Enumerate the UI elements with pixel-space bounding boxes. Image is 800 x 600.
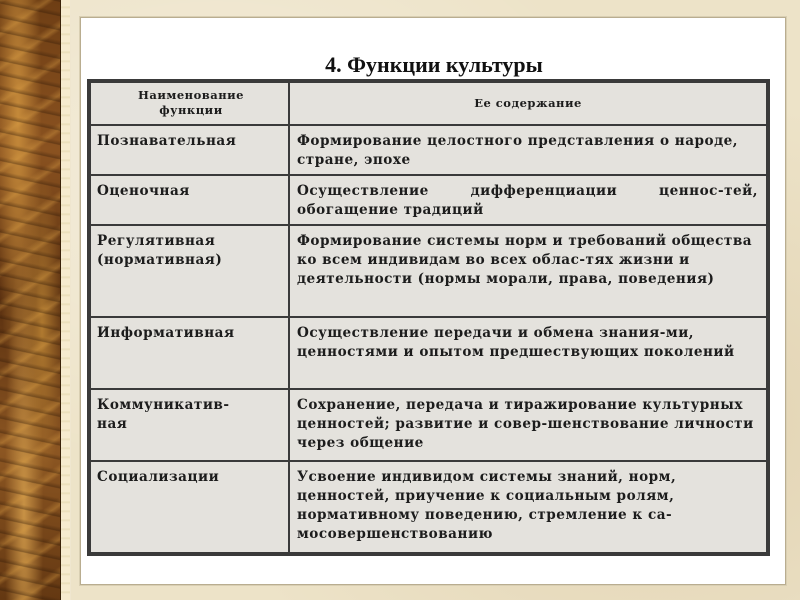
function-content: Формирование целостного представления о народе, стране, эпохе	[289, 125, 767, 175]
function-name: Социализации	[90, 461, 289, 553]
function-content: Осуществление дифференциации ценнос-тей, обогащение традиций	[289, 175, 767, 225]
header-content: Ее содержание	[289, 82, 767, 125]
function-name: Коммуникатив-ная	[90, 389, 289, 461]
header-function-name-text: Наименование функции	[138, 88, 244, 117]
table-header-row	[90, 82, 767, 125]
slide-title: 4. Функции культуры	[325, 52, 543, 77]
function-name: Регулятивная (нормативная)	[90, 225, 289, 317]
function-name: Информативная	[90, 317, 289, 389]
functions-table	[87, 79, 770, 556]
function-name: Оценочная	[90, 175, 289, 225]
table-row	[90, 461, 767, 553]
table-row	[90, 225, 767, 317]
function-content: Усвоение индивидом системы знаний, норм, ценностей, приучение к социальным ролям, нормативному поведению, стремление к са-мосовершенствованию	[289, 461, 767, 553]
function-content: Сохранение, передача и тиражирование культурных ценностей; развитие и совер-шенствование личности через общение	[289, 389, 767, 461]
table-row	[90, 175, 767, 225]
table-row	[90, 317, 767, 389]
table-row	[90, 125, 767, 175]
decorative-left-border	[0, 0, 60, 600]
decorative-strip	[60, 0, 70, 600]
function-content: Формирование системы норм и требований общества ко всем индивидам во всех облас-тях жизни и деятельности (нормы морали, права, поведения)	[289, 225, 767, 317]
slide-panel	[80, 17, 786, 585]
header-function-name	[90, 82, 289, 125]
function-content: Осуществление передачи и обмена знания-ми, ценностями и опытом предшествующих поколений	[289, 317, 767, 389]
function-name: Познавательная	[90, 125, 289, 175]
table-row	[90, 389, 767, 461]
